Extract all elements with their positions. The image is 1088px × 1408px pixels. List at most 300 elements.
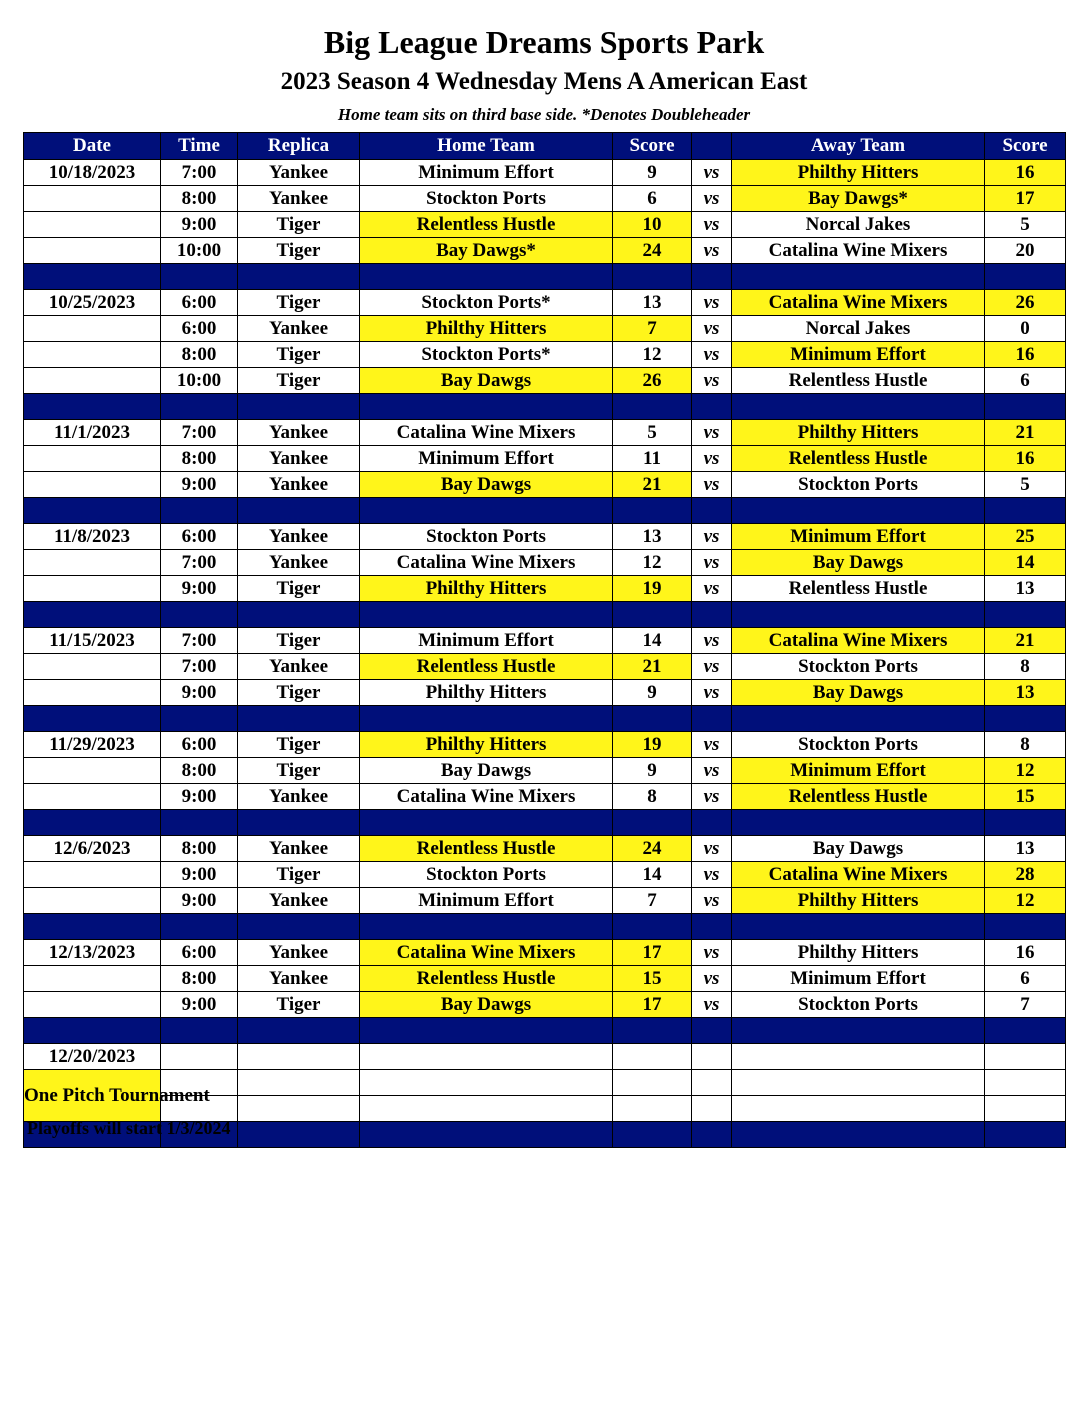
empty-cell <box>985 1044 1066 1070</box>
col-header-away-score: Score <box>985 133 1066 160</box>
separator-cell <box>613 498 692 524</box>
game-replica: Yankee <box>238 186 360 212</box>
separator-cell <box>238 1018 360 1044</box>
separator-cell <box>161 264 238 290</box>
separator-cell <box>360 706 613 732</box>
game-row <box>24 732 1066 758</box>
home-team: Relentless Hustle <box>360 212 613 238</box>
empty-cell <box>613 1044 692 1070</box>
vs-label: vs <box>692 316 732 342</box>
separator-cell <box>692 602 732 628</box>
separator-cell <box>24 394 161 420</box>
separator-cell <box>161 1018 238 1044</box>
separator-cell <box>732 706 985 732</box>
game-time: 10:00 <box>161 368 238 394</box>
away-score: 14 <box>985 550 1066 576</box>
home-team: Bay Dawgs <box>360 472 613 498</box>
empty-cell <box>732 1070 985 1096</box>
separator-cell <box>161 810 238 836</box>
game-time: 7:00 <box>161 550 238 576</box>
home-team: Philthy Hitters <box>360 316 613 342</box>
col-header-date: Date <box>24 133 161 160</box>
away-team: Philthy Hitters <box>732 420 985 446</box>
game-time: 8:00 <box>161 186 238 212</box>
game-date <box>24 550 161 576</box>
separator-cell <box>238 914 360 940</box>
home-team: Stockton Ports <box>360 862 613 888</box>
vs-label: vs <box>692 524 732 550</box>
home-team: Bay Dawgs <box>360 758 613 784</box>
empty-cell <box>238 1044 360 1070</box>
away-team: Catalina Wine Mixers <box>732 628 985 654</box>
home-team: Relentless Hustle <box>360 836 613 862</box>
home-score: 12 <box>613 342 692 368</box>
game-time: 8:00 <box>161 758 238 784</box>
home-score: 14 <box>613 628 692 654</box>
away-team: Stockton Ports <box>732 992 985 1018</box>
game-time: 8:00 <box>161 342 238 368</box>
separator-row <box>24 1018 1066 1044</box>
away-team: Relentless Hustle <box>732 446 985 472</box>
game-date <box>24 368 161 394</box>
vs-label: vs <box>692 472 732 498</box>
empty-cell <box>161 1044 238 1070</box>
vs-label: vs <box>692 160 732 186</box>
game-row <box>24 446 1066 472</box>
home-team: Stockton Ports <box>360 524 613 550</box>
empty-cell <box>360 1044 613 1070</box>
game-row <box>24 784 1066 810</box>
away-team: Minimum Effort <box>732 758 985 784</box>
home-score: 7 <box>613 888 692 914</box>
separator-cell <box>24 706 161 732</box>
home-team: Relentless Hustle <box>360 966 613 992</box>
home-team: Catalina Wine Mixers <box>360 784 613 810</box>
away-team: Stockton Ports <box>732 654 985 680</box>
away-score: 15 <box>985 784 1066 810</box>
away-score: 7 <box>985 992 1066 1018</box>
separator-cell <box>360 810 613 836</box>
game-time: 10:00 <box>161 238 238 264</box>
separator-cell <box>238 602 360 628</box>
game-time: 8:00 <box>161 836 238 862</box>
col-header-away-team: Away Team <box>732 133 985 160</box>
vs-label: vs <box>692 550 732 576</box>
vs-label: vs <box>692 186 732 212</box>
game-time: 9:00 <box>161 862 238 888</box>
game-date: 10/18/2023 <box>24 160 161 186</box>
home-score: 9 <box>613 758 692 784</box>
empty-cell <box>732 1044 985 1070</box>
separator-cell <box>692 498 732 524</box>
game-replica: Yankee <box>238 940 360 966</box>
home-score: 15 <box>613 966 692 992</box>
home-score: 11 <box>613 446 692 472</box>
vs-label: vs <box>692 732 732 758</box>
game-time: 6:00 <box>161 316 238 342</box>
separator-cell <box>360 394 613 420</box>
game-replica: Tiger <box>238 628 360 654</box>
game-row <box>24 212 1066 238</box>
separator-cell <box>360 264 613 290</box>
game-time: 7:00 <box>161 628 238 654</box>
away-score: 16 <box>985 446 1066 472</box>
away-score: 6 <box>985 368 1066 394</box>
vs-label: vs <box>692 862 732 888</box>
vs-label: vs <box>692 420 732 446</box>
away-team: Catalina Wine Mixers <box>732 290 985 316</box>
game-replica: Tiger <box>238 290 360 316</box>
header-row <box>24 133 1066 160</box>
separator-cell <box>613 810 692 836</box>
col-header-home-score: Score <box>613 133 692 160</box>
away-score: 6 <box>985 966 1066 992</box>
home-score: 13 <box>613 290 692 316</box>
away-team: Catalina Wine Mixers <box>732 862 985 888</box>
separator-cell <box>161 706 238 732</box>
separator-cell <box>24 264 161 290</box>
away-score: 20 <box>985 238 1066 264</box>
game-row <box>24 238 1066 264</box>
separator-cell <box>161 602 238 628</box>
separator-cell <box>985 706 1066 732</box>
separator-cell <box>161 914 238 940</box>
separator-cell <box>732 498 985 524</box>
vs-label: vs <box>692 368 732 394</box>
home-score: 10 <box>613 212 692 238</box>
away-score: 5 <box>985 472 1066 498</box>
separator-cell <box>732 810 985 836</box>
empty-cell <box>613 1096 692 1122</box>
home-score: 26 <box>613 368 692 394</box>
empty-cell <box>238 1096 360 1122</box>
separator-cell <box>985 602 1066 628</box>
game-date <box>24 966 161 992</box>
game-date <box>24 654 161 680</box>
game-replica: Tiger <box>238 576 360 602</box>
game-date <box>24 758 161 784</box>
game-date <box>24 472 161 498</box>
separator-cell <box>238 498 360 524</box>
game-date <box>24 680 161 706</box>
game-time: 9:00 <box>161 992 238 1018</box>
separator-cell <box>613 914 692 940</box>
away-team: Minimum Effort <box>732 966 985 992</box>
separator-cell <box>985 810 1066 836</box>
vs-label: vs <box>692 680 732 706</box>
empty-cell <box>692 1044 732 1070</box>
home-team: Catalina Wine Mixers <box>360 940 613 966</box>
empty-cell <box>985 1070 1066 1096</box>
game-row <box>24 992 1066 1018</box>
away-team: Relentless Hustle <box>732 368 985 394</box>
separator-cell <box>613 1122 692 1148</box>
game-row <box>24 368 1066 394</box>
separator-cell <box>985 264 1066 290</box>
vs-label: vs <box>692 212 732 238</box>
away-score: 0 <box>985 316 1066 342</box>
game-replica: Yankee <box>238 966 360 992</box>
away-score: 13 <box>985 576 1066 602</box>
game-time: 7:00 <box>161 654 238 680</box>
vs-label: vs <box>692 342 732 368</box>
game-date <box>24 342 161 368</box>
game-replica: Tiger <box>238 992 360 1018</box>
empty-cell <box>238 1070 360 1096</box>
tournament-row <box>24 1070 1066 1096</box>
game-row <box>24 576 1066 602</box>
separator-row <box>24 706 1066 732</box>
away-team: Philthy Hitters <box>732 888 985 914</box>
separator-cell <box>732 1018 985 1044</box>
away-score: 16 <box>985 160 1066 186</box>
separator-cell <box>360 1018 613 1044</box>
home-team: Bay Dawgs <box>360 992 613 1018</box>
separator-cell <box>692 914 732 940</box>
away-score: 13 <box>985 836 1066 862</box>
game-row <box>24 472 1066 498</box>
separator-cell <box>732 914 985 940</box>
separator-cell <box>238 706 360 732</box>
away-team: Norcal Jakes <box>732 316 985 342</box>
game-replica: Tiger <box>238 732 360 758</box>
separator-row <box>24 914 1066 940</box>
away-team: Philthy Hitters <box>732 160 985 186</box>
empty-cell <box>692 1096 732 1122</box>
game-replica: Tiger <box>238 368 360 394</box>
game-replica: Yankee <box>238 160 360 186</box>
vs-label: vs <box>692 446 732 472</box>
game-replica: Yankee <box>238 550 360 576</box>
home-score: 24 <box>613 836 692 862</box>
empty-cell <box>692 1070 732 1096</box>
separator-cell <box>732 602 985 628</box>
away-score: 28 <box>985 862 1066 888</box>
game-date <box>24 316 161 342</box>
empty-cell <box>732 1096 985 1122</box>
away-team: Catalina Wine Mixers <box>732 238 985 264</box>
game-replica: Tiger <box>238 212 360 238</box>
separator-cell <box>613 602 692 628</box>
away-team: Bay Dawgs <box>732 550 985 576</box>
game-time: 9:00 <box>161 212 238 238</box>
vs-label: vs <box>692 966 732 992</box>
game-time: 9:00 <box>161 784 238 810</box>
separator-cell <box>985 1018 1066 1044</box>
home-team: Philthy Hitters <box>360 680 613 706</box>
game-replica: Yankee <box>238 654 360 680</box>
home-team: Catalina Wine Mixers <box>360 550 613 576</box>
game-time: 7:00 <box>161 160 238 186</box>
game-replica: Yankee <box>238 836 360 862</box>
game-time: 9:00 <box>161 888 238 914</box>
schedule-note: Home team sits on third base side. *Denotes Doubleheader <box>337 105 751 124</box>
home-score: 12 <box>613 550 692 576</box>
game-date: 11/1/2023 <box>24 420 161 446</box>
separator-cell <box>692 394 732 420</box>
home-team: Relentless Hustle <box>360 654 613 680</box>
game-time: 6:00 <box>161 732 238 758</box>
vs-label: vs <box>692 992 732 1018</box>
vs-label: vs <box>692 576 732 602</box>
game-row <box>24 836 1066 862</box>
page-subtitle: 2023 Season 4 Wednesday Mens A American East <box>280 68 808 95</box>
vs-label: vs <box>692 784 732 810</box>
home-score: 21 <box>613 472 692 498</box>
separator-cell <box>692 264 732 290</box>
home-team: Catalina Wine Mixers <box>360 420 613 446</box>
game-date: 11/8/2023 <box>24 524 161 550</box>
game-row <box>24 654 1066 680</box>
separator-cell <box>692 810 732 836</box>
separator-cell <box>360 1122 613 1148</box>
separator-cell <box>24 498 161 524</box>
home-score: 5 <box>613 420 692 446</box>
home-score: 9 <box>613 160 692 186</box>
separator-cell <box>613 706 692 732</box>
tournament-label: One Pitch Tournament <box>24 1070 161 1122</box>
separator-row <box>24 498 1066 524</box>
home-team: Philthy Hitters <box>360 732 613 758</box>
game-row <box>24 550 1066 576</box>
separator-cell <box>24 602 161 628</box>
game-time: 9:00 <box>161 472 238 498</box>
separator-cell <box>161 498 238 524</box>
home-score: 8 <box>613 784 692 810</box>
separator-cell <box>732 1122 985 1148</box>
vs-label: vs <box>692 654 732 680</box>
empty-cell <box>985 1096 1066 1122</box>
game-replica: Tiger <box>238 342 360 368</box>
away-team: Bay Dawgs <box>732 836 985 862</box>
game-replica: Tiger <box>238 238 360 264</box>
separator-cell <box>360 602 613 628</box>
empty-cell <box>360 1070 613 1096</box>
game-replica: Tiger <box>238 758 360 784</box>
home-team: Stockton Ports* <box>360 290 613 316</box>
game-replica: Yankee <box>238 524 360 550</box>
away-score: 8 <box>985 654 1066 680</box>
vs-label: vs <box>692 758 732 784</box>
game-date: 10/25/2023 <box>24 290 161 316</box>
separator-cell <box>985 914 1066 940</box>
separator-cell <box>613 1018 692 1044</box>
away-team: Relentless Hustle <box>732 576 985 602</box>
away-team: Stockton Ports <box>732 732 985 758</box>
home-score: 19 <box>613 576 692 602</box>
home-team: Minimum Effort <box>360 446 613 472</box>
home-team: Philthy Hitters <box>360 576 613 602</box>
game-date <box>24 862 161 888</box>
game-row <box>24 888 1066 914</box>
game-replica: Tiger <box>238 862 360 888</box>
home-score: 19 <box>613 732 692 758</box>
separator-row <box>24 394 1066 420</box>
game-date <box>24 888 161 914</box>
game-replica: Yankee <box>238 446 360 472</box>
game-row <box>24 940 1066 966</box>
home-team: Minimum Effort <box>360 160 613 186</box>
separator-cell <box>24 1018 161 1044</box>
tournament-row <box>24 1044 1066 1070</box>
away-team: Relentless Hustle <box>732 784 985 810</box>
game-replica: Yankee <box>238 316 360 342</box>
away-score: 12 <box>985 888 1066 914</box>
vs-label: vs <box>692 238 732 264</box>
game-replica: Tiger <box>238 680 360 706</box>
separator-cell <box>985 498 1066 524</box>
separator-cell <box>692 1122 732 1148</box>
home-team: Minimum Effort <box>360 628 613 654</box>
separator-cell <box>360 498 613 524</box>
away-score: 17 <box>985 186 1066 212</box>
col-header-replica: Replica <box>238 133 360 160</box>
game-date <box>24 784 161 810</box>
empty-cell <box>360 1096 613 1122</box>
home-team: Bay Dawgs <box>360 368 613 394</box>
home-score: 14 <box>613 862 692 888</box>
playoffs-note: Playoffs will start 1/3/2024 <box>27 1118 231 1138</box>
away-team: Philthy Hitters <box>732 940 985 966</box>
away-team: Stockton Ports <box>732 472 985 498</box>
game-replica: Yankee <box>238 420 360 446</box>
home-score: 7 <box>613 316 692 342</box>
game-date <box>24 186 161 212</box>
separator-cell <box>238 810 360 836</box>
tournament-date: 12/20/2023 <box>24 1044 161 1070</box>
game-row <box>24 316 1066 342</box>
separator-cell <box>24 914 161 940</box>
away-score: 21 <box>985 420 1066 446</box>
game-row <box>24 758 1066 784</box>
vs-label: vs <box>692 836 732 862</box>
game-row <box>24 680 1066 706</box>
separator-cell <box>360 914 613 940</box>
separator-cell <box>692 706 732 732</box>
game-row <box>24 342 1066 368</box>
vs-label: vs <box>692 888 732 914</box>
home-score: 9 <box>613 680 692 706</box>
game-date <box>24 212 161 238</box>
empty-cell <box>613 1070 692 1096</box>
away-score: 13 <box>985 680 1066 706</box>
game-time: 6:00 <box>161 940 238 966</box>
schedule-body <box>24 160 1066 1148</box>
game-time: 6:00 <box>161 524 238 550</box>
away-score: 21 <box>985 628 1066 654</box>
away-team: Norcal Jakes <box>732 212 985 238</box>
separator-cell <box>985 1122 1066 1148</box>
away-team: Bay Dawgs* <box>732 186 985 212</box>
game-row <box>24 524 1066 550</box>
home-score: 13 <box>613 524 692 550</box>
col-header-vs <box>692 133 732 160</box>
separator-cell <box>24 810 161 836</box>
col-header-time: Time <box>161 133 238 160</box>
col-header-home-team: Home Team <box>360 133 613 160</box>
game-time: 8:00 <box>161 446 238 472</box>
game-replica: Yankee <box>238 784 360 810</box>
separator-cell <box>692 1018 732 1044</box>
home-team: Stockton Ports* <box>360 342 613 368</box>
game-row <box>24 628 1066 654</box>
separator-cell <box>985 394 1066 420</box>
separator-cell <box>732 264 985 290</box>
game-date <box>24 992 161 1018</box>
away-team: Minimum Effort <box>732 342 985 368</box>
game-date: 12/6/2023 <box>24 836 161 862</box>
separator-cell <box>161 394 238 420</box>
